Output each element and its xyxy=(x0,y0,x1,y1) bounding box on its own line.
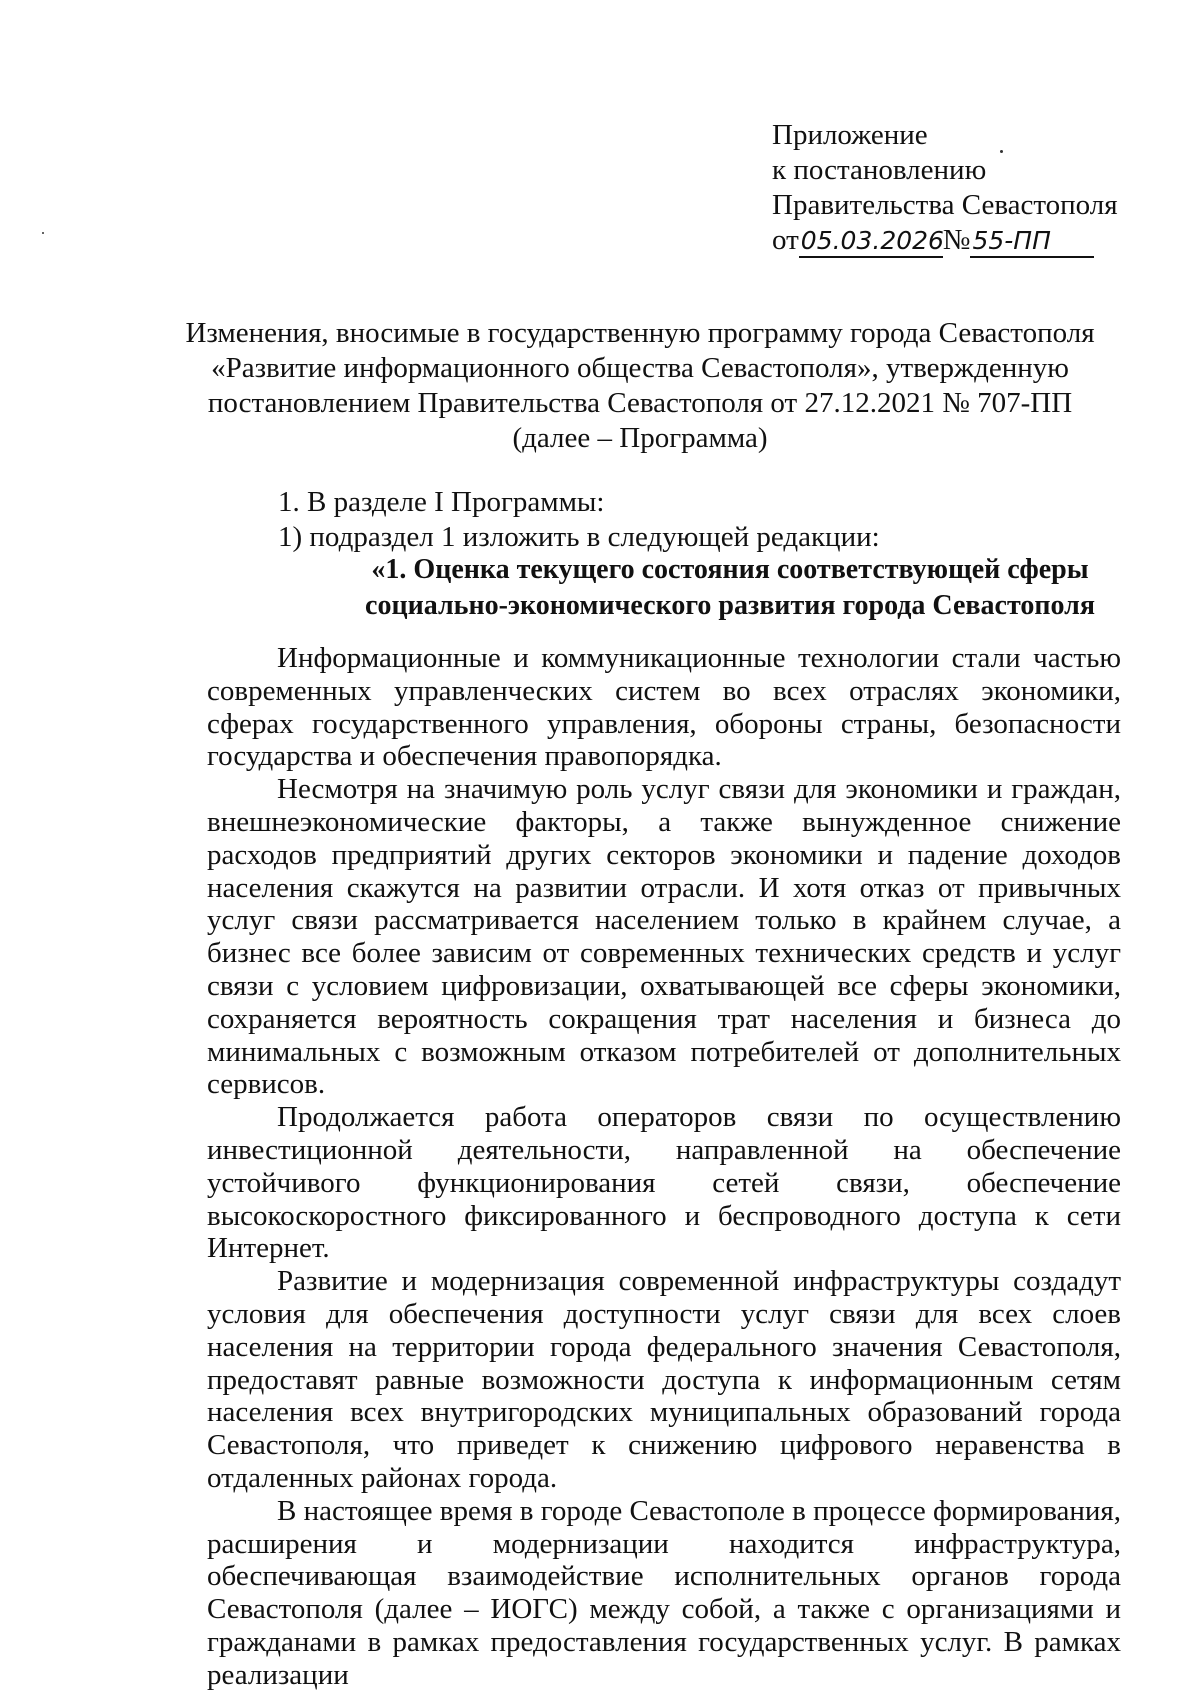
section-heading-line-1: «1. Оценка текущего состояния соответствующей сферы xyxy=(371,554,1089,585)
appendix-line-1: Приложение xyxy=(772,119,928,151)
scan-speck xyxy=(42,232,44,234)
handwritten-number: 55-ПП xyxy=(970,226,1094,258)
title-line-4: (далее – Программа) xyxy=(512,422,768,454)
appendix-date-line xyxy=(772,223,1152,258)
scan-speck xyxy=(1000,150,1003,153)
document-title xyxy=(170,316,1110,456)
paragraph: В настоящее время в городе Севастополе в процессе формирования, расширения и модернизации находится инфраструктура, обеспечивающая взаимодействие исполнительных органов города Севастополя (далее – ИОГС) между собой, а также с организациями и гражданами в рамках предоставления государственных услуг. В рамках реализации xyxy=(207,1494,1121,1691)
section-heading-line-2: социально-экономического развития города Севастополя xyxy=(365,590,1095,621)
title-line-2: «Развитие информационного общества Севастополя», утвержденную xyxy=(211,352,1069,384)
paragraph: Продолжается работа операторов связи по осуществлению инвестиционной деятельности, направленной на обеспечение устойчивого функционирования сетей связи, обеспечение высокоскоростного фиксированного и беспроводного доступа к сети Интернет. xyxy=(207,1101,1121,1265)
paragraph: Развитие и модернизация современной инфраструктуры создадут условия для обеспечения доступности услуг связи для всех слоев населения на территории города федерального значения Севастополя, предоставят равные возможности доступа к информационным сетям населения всех внутригородских муниципальных образований города Севастополя, что приведет к снижению цифрового неравенства в отдаленных районах города. xyxy=(207,1265,1121,1494)
title-line-1: Изменения, вносимые в государственную программу города Севастополя xyxy=(185,317,1095,349)
appendix-line-2: к постановлению xyxy=(772,154,987,186)
section-heading xyxy=(320,552,1140,624)
number-sign: № xyxy=(942,224,971,256)
date-prefix: от xyxy=(772,224,799,256)
title-line-3: постановлением Правительства Севастополя от 27.12.2021 № 707-ПП xyxy=(207,387,1073,419)
body-text xyxy=(207,642,1121,1692)
appendix-block xyxy=(772,118,1152,258)
paragraph: Несмотря на значимую роль услуг связи для экономики и граждан, внешнеэкономические факторы, а также вынужденное снижение расходов предприятий других секторов экономики и падение доходов населения скажутся на развитии отрасли. И хотя отказ от привычных услуг связи рассматривается населением только в крайнем случае, а бизнес все более зависим от современных технических средств и услуг связи с условием цифровизации, охватывающей все сферы экономики, сохраняется вероятность сокращения трат населения и бизнеса до минимальных с возможным отказом потребителей от дополнительных сервисов. xyxy=(207,773,1121,1101)
item-2: 1) подраздел 1 изложить в следующей редакции: xyxy=(278,521,880,553)
appendix-line-3: Правительства Севастополя xyxy=(772,189,1118,221)
handwritten-date: 05.03.2026 xyxy=(799,226,943,258)
paragraph: Информационные и коммуникационные технологии стали частью современных управленческих систем во всех отраслях экономики, сферах государственного управления, обороны страны, безопасности государства и обеспечения правопорядка. xyxy=(207,642,1121,773)
item-1: 1. В разделе I Программы: xyxy=(278,486,605,518)
